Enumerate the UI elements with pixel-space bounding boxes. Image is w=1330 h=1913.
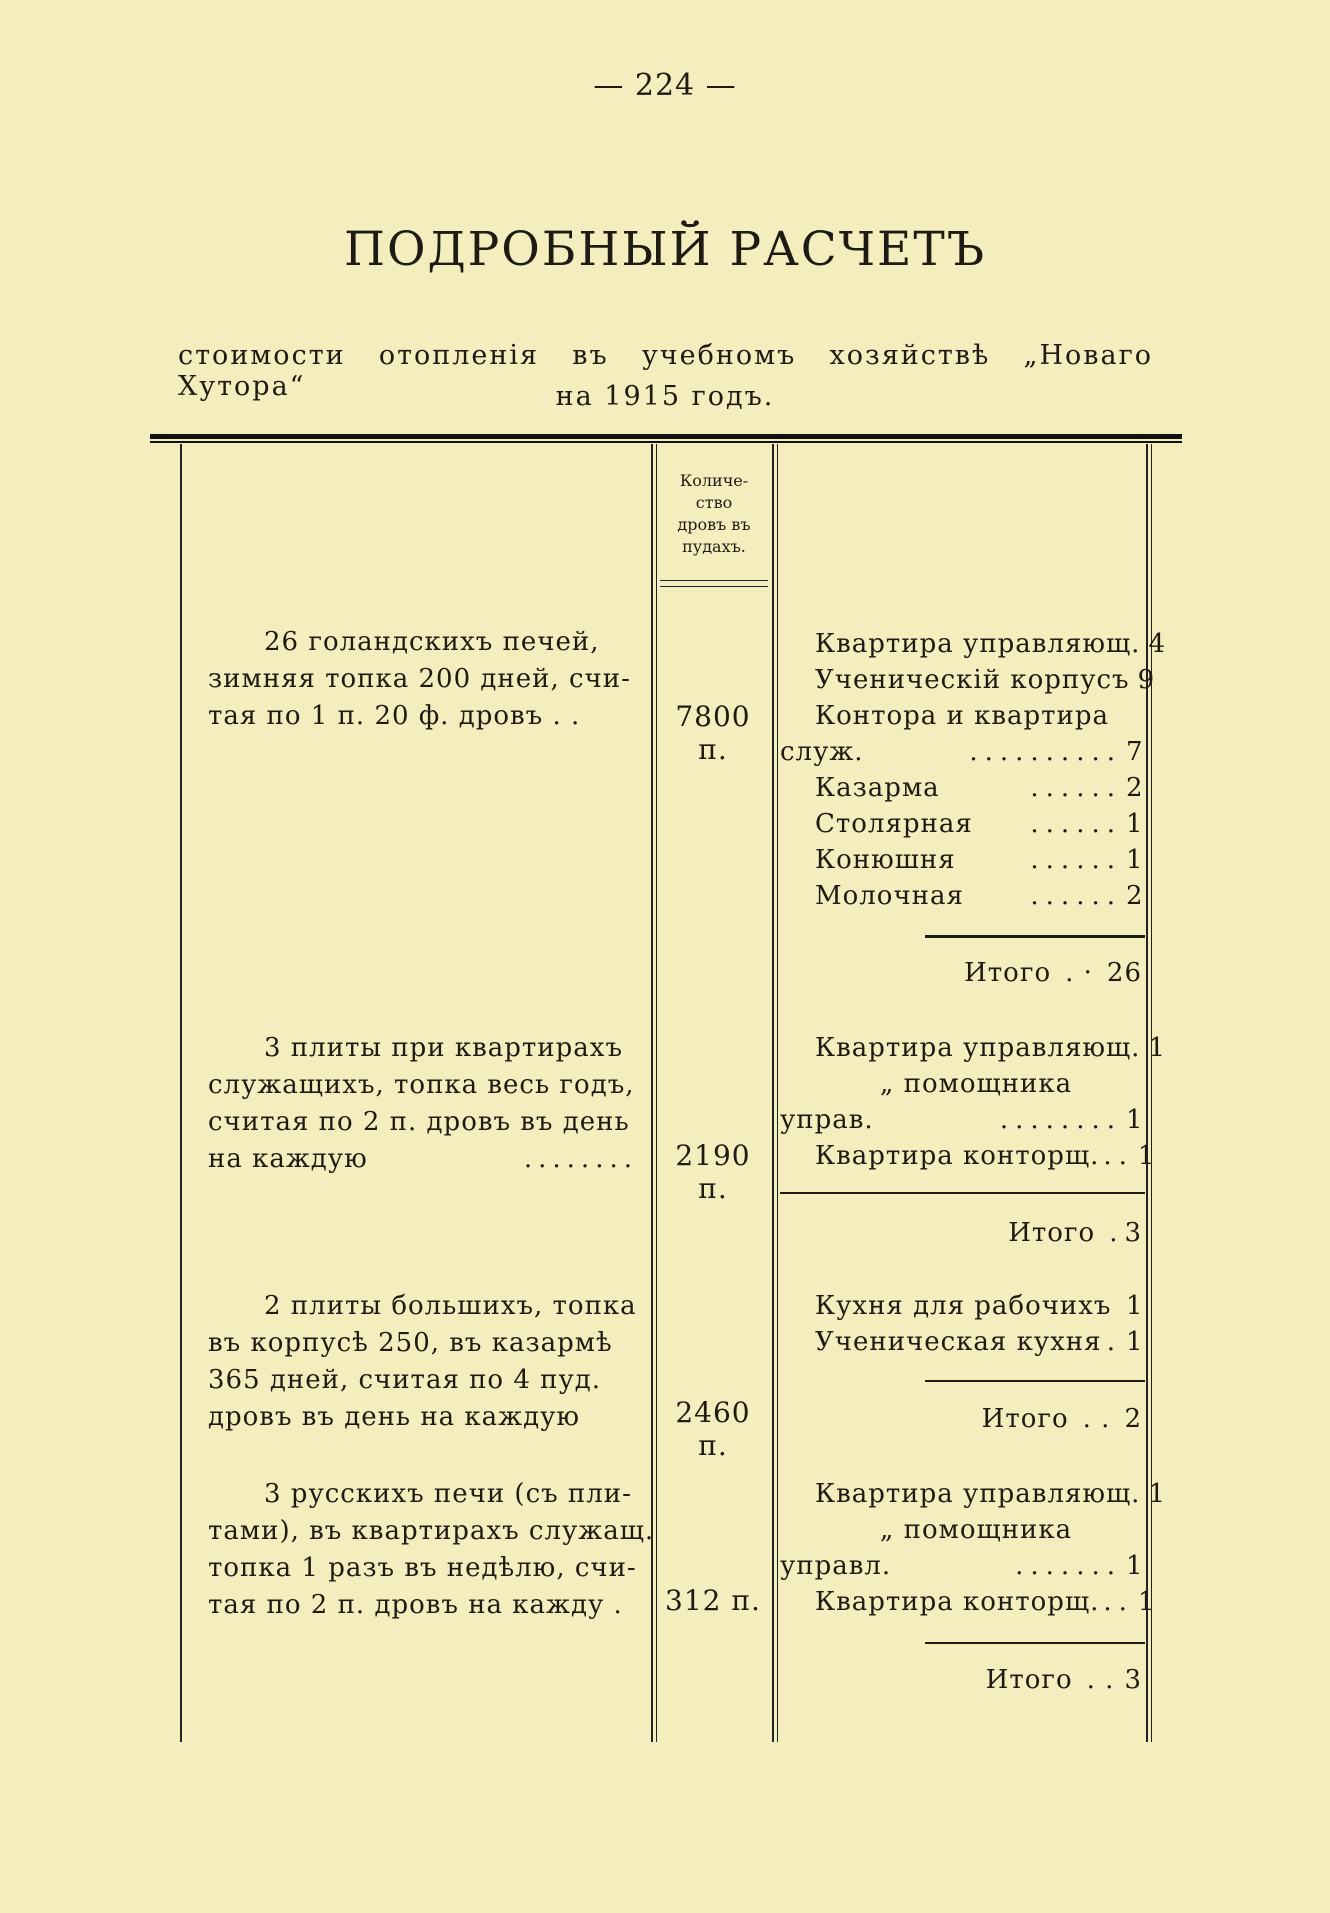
section-description: 3 русскихъ печи (съ пли- тами), въ квартирахъ служащ. топка 1 разъ въ недѣлю, счи- тая по 2 п. дровъ на кажду .: [208, 1479, 655, 1620]
room-row: „ помощника: [879, 1069, 1073, 1099]
room-row: Квартира конторщ. .. 1: [815, 1587, 1156, 1617]
section-total: Итого . . 3: [985, 1665, 1142, 1695]
room-row: Квартира управляющ. 4: [815, 629, 1166, 659]
quantity-cell: 2190 п.: [675, 1139, 751, 1205]
subtitle-year: на 1915 годъ.: [555, 381, 775, 412]
room-row: Квартира управляющ. 1: [815, 1033, 1166, 1063]
quantity-cell: 312 п.: [665, 1584, 761, 1617]
column-divider-thin: [656, 444, 657, 1742]
quantity-cell: 7800 п.: [675, 700, 751, 766]
room-row: управ. ........ 1: [780, 1105, 1144, 1135]
section-description: 2 плиты большихъ, топка въ корпусѣ 250, въ казармѣ 365 дней, считая по 4 пуд. дровъ въ день на каждую: [208, 1291, 637, 1432]
room-list: [780, 1476, 1166, 1620]
room-list: [780, 1288, 1142, 1360]
table-top-rule: [150, 434, 1182, 439]
room-row: Квартира конторщ. .. 1: [815, 1141, 1156, 1171]
room-row: Казарма ...... 2: [815, 773, 1144, 803]
room-row: Ученическій корпусъ 9: [815, 665, 1156, 695]
room-row: служ. .......... 7: [780, 737, 1144, 767]
room-list: [780, 1030, 1166, 1174]
section-total: Итого . 3: [1008, 1218, 1142, 1248]
room-list: [780, 626, 1166, 914]
header-rule: [660, 580, 768, 581]
room-row: Кухня для рабочихъ 1: [815, 1291, 1144, 1321]
room-row: Конюшня ...... 1: [815, 845, 1144, 875]
table-top-rule-thin: [150, 441, 1182, 443]
room-row: Столярная ...... 1: [815, 809, 1144, 839]
page-number: — 224 —: [593, 68, 737, 103]
section-description: 26 голандскихъ печей, зимняя топка 200 дней, счи- тая по 1 п. 20 ф. дровъ . .: [208, 627, 631, 731]
room-row: „ помощника: [879, 1515, 1073, 1545]
quantity-cell: 2460 п.: [675, 1396, 751, 1462]
room-row: управл. ....... 1: [780, 1551, 1144, 1581]
subtitle: стоимости отопленія въ учебномъ хозяйствѣ „Новаго Хутора“: [178, 340, 1153, 402]
header-rule: [660, 586, 768, 587]
total-rule: [780, 1192, 1145, 1194]
section-total: Итого . . 2: [981, 1404, 1142, 1434]
page-title: ПОДРОБНЫЙ РАСЧЕТЪ: [343, 222, 987, 277]
table-left-border: [180, 444, 182, 1742]
room-row: Молочная ...... 2: [815, 881, 1144, 911]
column-header: Количе- ство дровъ въ пудахъ.: [677, 471, 751, 556]
column-divider-thin: [777, 444, 778, 1742]
room-row: Квартира управляющ. 1: [815, 1479, 1166, 1509]
column-divider: [772, 444, 774, 1742]
room-row: Ученическая кухня . 1: [815, 1327, 1144, 1357]
total-rule: [925, 935, 1145, 938]
total-rule: [925, 1380, 1145, 1382]
room-row: Контора и квартира: [815, 701, 1110, 731]
section-description: 3 плиты при квартирахъ служащихъ, топка весь годъ, считая по 2 п. дровъ въ день на каждую ........: [208, 1033, 638, 1174]
section-total: Итого . · 26: [964, 958, 1142, 988]
total-rule: [925, 1642, 1145, 1644]
